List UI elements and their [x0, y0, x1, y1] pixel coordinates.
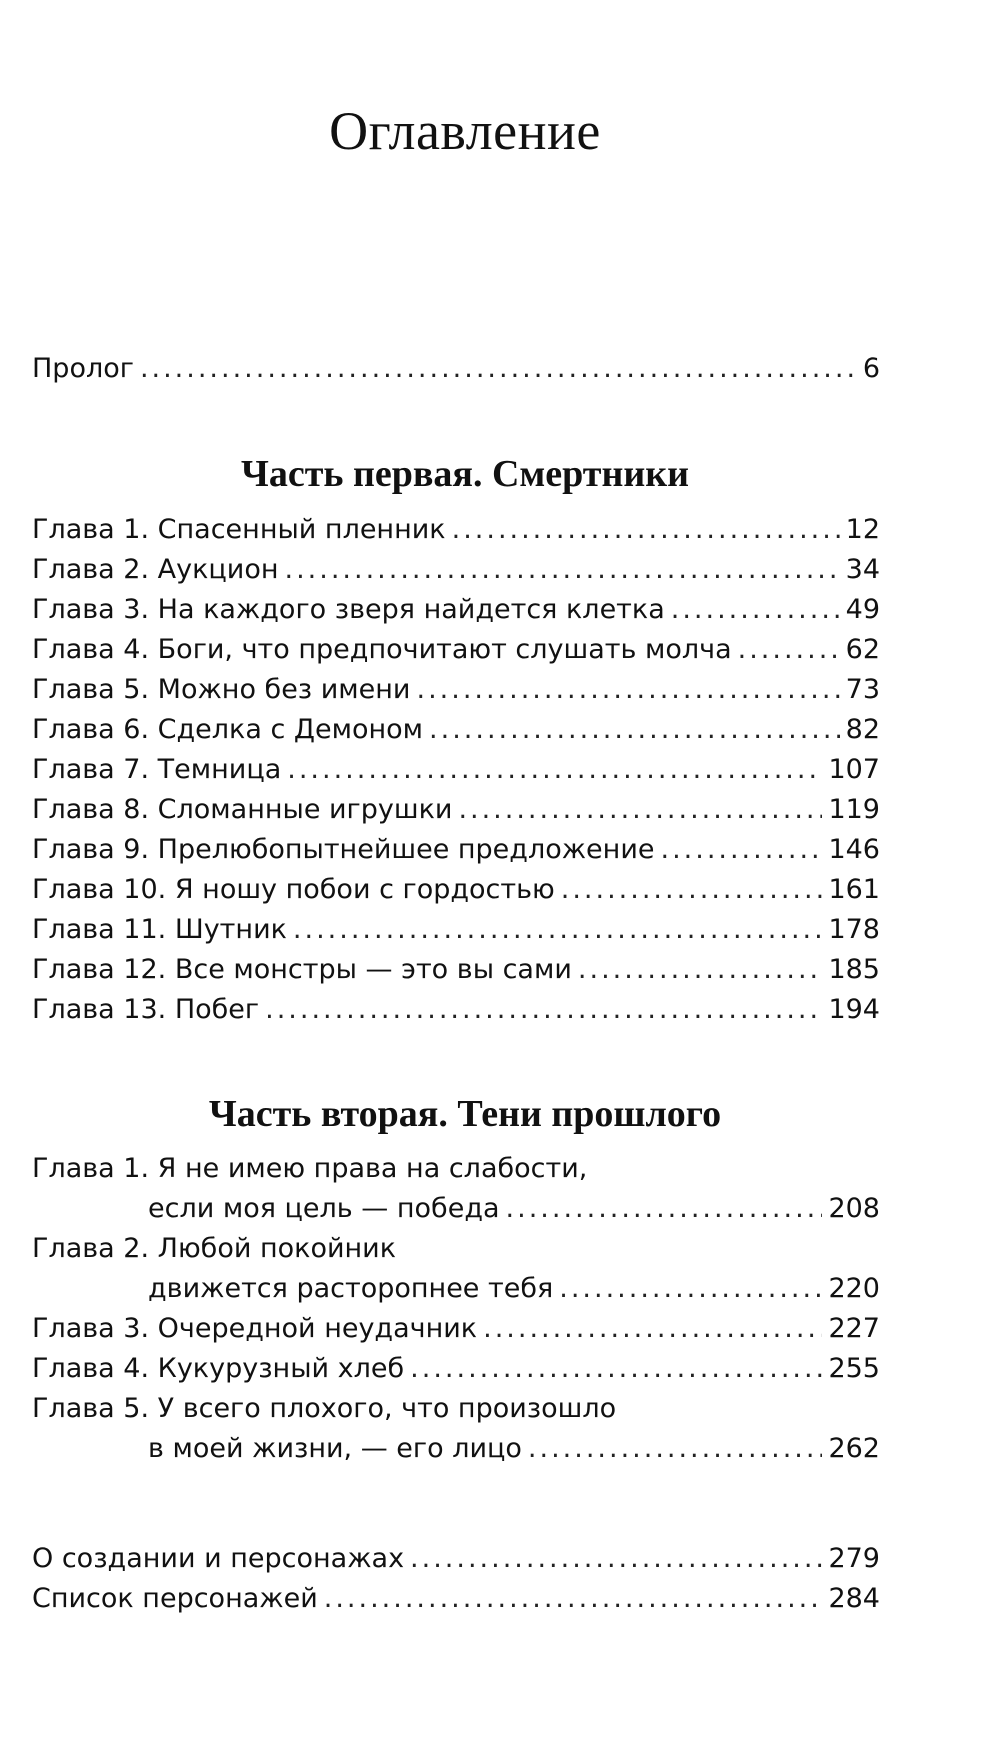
dot-leader: [410, 1350, 822, 1388]
toc-entry-label: Список персонажей: [32, 1583, 318, 1614]
toc-entry-page: 178: [828, 914, 880, 945]
toc-entry-page: 161: [828, 874, 880, 905]
toc-entry-part2-ch1-line1: Глава 1. Я не имею права на слабости,: [32, 1153, 588, 1184]
toc-entry-part2-ch2: [148, 1270, 880, 1308]
toc-entry-page: 6: [862, 353, 880, 384]
dot-leader: [528, 1430, 823, 1468]
toc-entry-appendix-2: [32, 1580, 880, 1618]
toc-entry-label: О создании и персонажах: [32, 1543, 405, 1574]
dot-leader: [140, 350, 857, 388]
toc-entry-page: 82: [845, 714, 880, 745]
toc-entry-part1-ch10: [32, 871, 880, 909]
toc-entry-page: 119: [828, 794, 880, 825]
toc-entry-part1-ch7: [32, 751, 880, 789]
toc-entry-page: 227: [828, 1313, 880, 1344]
toc-entry-label: Глава 3. Очередной неудачник: [32, 1313, 478, 1344]
toc-entry-part1-ch6: [32, 711, 880, 749]
toc-entry-part1-ch11: [32, 911, 880, 949]
toc-entry-label: Глава 7. Темница: [32, 754, 282, 785]
toc-entry-label: движется расторопнее тебя: [148, 1273, 554, 1304]
dot-leader: [578, 951, 823, 989]
toc-entry-label: Глава 1. Спасенный пленник: [32, 514, 446, 545]
toc-entry-page: 62: [845, 634, 880, 665]
dot-leader: [265, 991, 822, 1029]
toc-entry-page: 208: [828, 1193, 880, 1224]
toc-entry-label: Глава 8. Сломанные игрушки: [32, 794, 453, 825]
toc-entry-prologue: [32, 350, 880, 388]
toc-entry-part1-ch4: [32, 631, 880, 669]
toc-entry-part1-ch9: [32, 831, 880, 869]
dot-leader: [452, 511, 840, 549]
toc-entry-appendix-1: [32, 1540, 880, 1578]
dot-leader: [738, 631, 840, 669]
toc-entry-label: Глава 10. Я ношу побои с гордостью: [32, 874, 555, 905]
toc-entry-label: Глава 11. Шутник: [32, 914, 287, 945]
toc-entry-part1-ch2: [32, 551, 880, 589]
toc-entry-page: 73: [845, 674, 880, 705]
toc-entry-page: 262: [828, 1433, 880, 1464]
dot-leader: [410, 1540, 822, 1578]
dot-leader: [561, 871, 823, 909]
part2-title: Часть вторая. Тени прошлого: [208, 1093, 722, 1135]
dot-leader: [483, 1310, 822, 1348]
toc-entry-label: Глава 3. На каждого зверя найдется клетка: [32, 594, 665, 625]
dot-leader: [429, 711, 840, 749]
toc-entry-part1-ch3: [32, 591, 880, 629]
toc-entry-page: 284: [828, 1583, 880, 1614]
toc-entry-label: Глава 9. Прелюбопытнейшее предложение: [32, 834, 655, 865]
toc-entry-part2-ch5: [148, 1430, 880, 1468]
toc-entry-page: 34: [845, 554, 880, 585]
toc-entry-label: Глава 6. Сделка с Демоном: [32, 714, 424, 745]
dot-leader: [293, 911, 823, 949]
toc-entry-page: 255: [828, 1353, 880, 1384]
toc-entry-label: в моей жизни, — его лицо: [148, 1433, 522, 1464]
toc-entry-page: 49: [845, 594, 880, 625]
toc-entry-part1-ch8: [32, 791, 880, 829]
dot-leader: [285, 551, 840, 589]
toc-entry-page: 107: [828, 754, 880, 785]
toc-entry-label: Глава 2. Аукцион: [32, 554, 279, 585]
toc-entry-label: Глава 4. Боги, что предпочитают слушать молча: [32, 634, 732, 665]
toc-entry-part2-ch1: [148, 1190, 880, 1228]
toc-entry-label: Глава 4. Кукурузный хлеб: [32, 1353, 405, 1384]
toc-entry-part1-ch13: [32, 991, 880, 1029]
toc-entry-label: Глава 12. Все монстры — это вы сами: [32, 954, 572, 985]
toc-entry-part2-ch4: [32, 1350, 880, 1388]
dot-leader: [506, 1190, 823, 1228]
toc-entry-part1-ch1: [32, 511, 880, 549]
toc-entry-label: если моя цель — победа: [148, 1193, 500, 1224]
toc-entry-label: Пролог: [32, 353, 134, 384]
toc-entry-part2-ch2-line1: Глава 2. Любой покойник: [32, 1233, 397, 1264]
toc-entry-page: 185: [828, 954, 880, 985]
dot-leader: [287, 751, 822, 789]
part1-title: Часть первая. Смертники: [240, 453, 690, 495]
dot-leader: [416, 671, 839, 709]
toc-entry-page: 194: [828, 994, 880, 1025]
toc-entry-label: Глава 5. Можно без имени: [32, 674, 411, 705]
toc-entry-label: Глава 13. Побег: [32, 994, 260, 1025]
dot-leader: [559, 1270, 822, 1308]
dot-leader: [324, 1580, 823, 1618]
toc-entry-part1-ch5: [32, 671, 880, 709]
dot-leader: [458, 791, 822, 829]
toc-entry-page: 220: [828, 1273, 880, 1304]
dot-leader: [660, 831, 822, 869]
toc-entry-part2-ch5-line1: Глава 5. У всего плохого, что произошло: [32, 1393, 617, 1424]
dot-leader: [671, 591, 840, 629]
toc-entry-page: 12: [845, 514, 880, 545]
toc-entry-page: 279: [828, 1543, 880, 1574]
toc-entry-part2-ch3: [32, 1310, 880, 1348]
page-title: Оглавление: [329, 101, 601, 161]
toc-entry-page: 146: [828, 834, 880, 865]
toc-entry-part1-ch12: [32, 951, 880, 989]
